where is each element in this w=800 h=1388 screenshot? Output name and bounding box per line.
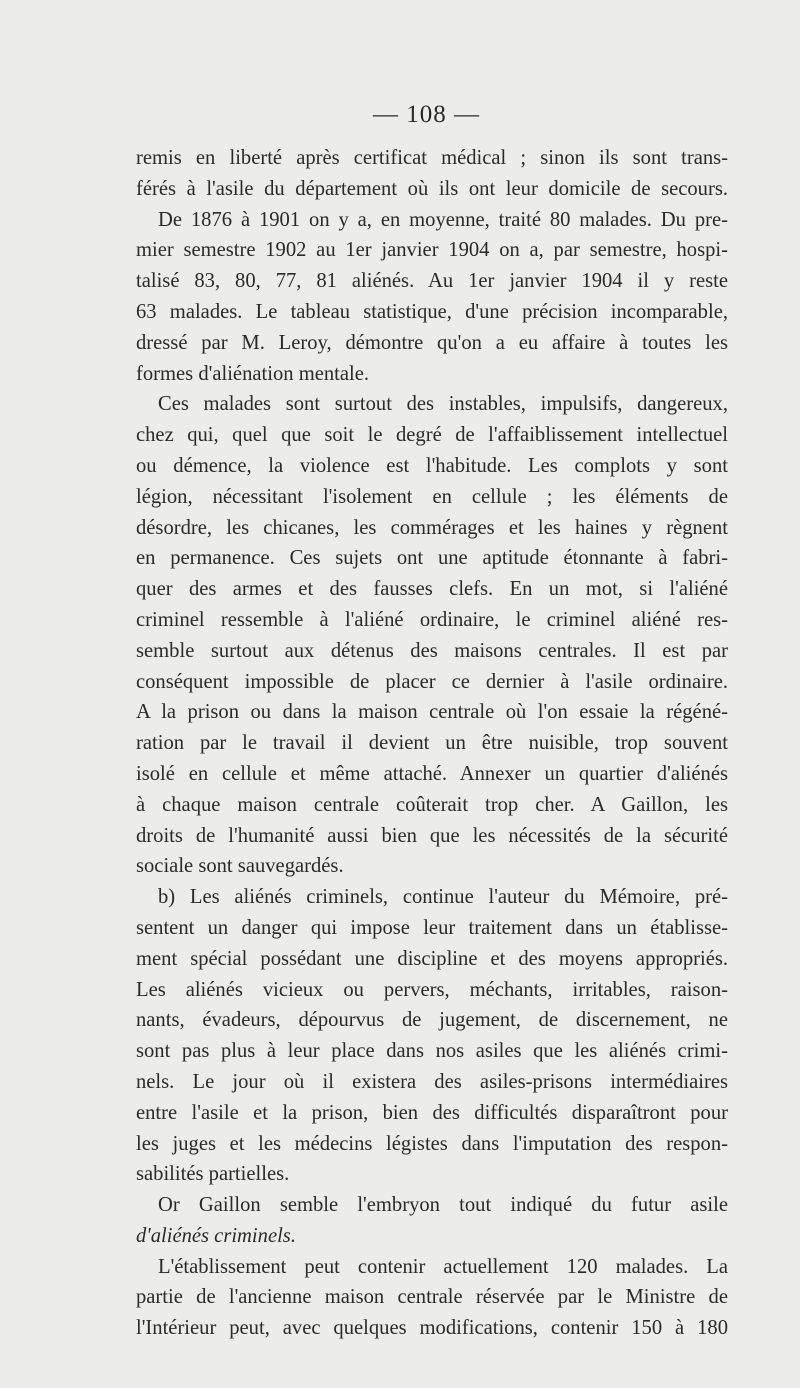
text-line: 63 malades. Le tableau statistique, d'une précision incomparable,: [136, 300, 728, 323]
text-line: A la prison ou dans la maison centrale où l'on essaie la régéné-: [136, 701, 728, 724]
text-line: férés à l'asile du département où ils ont leur domicile de secours.: [136, 177, 728, 200]
text-line: à chaque maison centrale coûterait trop cher. A Gaillon, les: [136, 793, 728, 816]
text-line: ment spécial possédant une discipline et des moyens appropriés.: [136, 947, 728, 970]
text-line: l'Intérieur peut, avec quelques modifications, contenir 150 à 180: [136, 1317, 728, 1340]
text-line: sabilités partielles.: [136, 1163, 290, 1186]
text-line: sentent un danger qui impose leur traitement dans un établisse-: [136, 916, 728, 939]
text-line: partie de l'ancienne maison centrale réservée par le Ministre de: [136, 1286, 728, 1309]
body-text: [136, 143, 728, 1344]
text-line: Ces malades sont surtout des instables, impulsifs, dangereux,: [158, 393, 728, 416]
text-line: nants, évadeurs, dépourvus de jugement, de discernement, ne: [136, 1009, 728, 1032]
text-line: Or Gaillon semble l'embryon tout indiqué du futur asile: [158, 1194, 728, 1217]
text-line: quer des armes et des fausses clefs. En un mot, si l'aliéné: [136, 578, 728, 601]
text-line: nels. Le jour où il existera des asiles-prisons intermédiaires: [136, 1070, 728, 1093]
text-line: en permanence. Ces sujets ont une aptitude étonnante à fabri-: [136, 547, 728, 570]
text-line: ration par le travail il devient un être nuisible, trop souvent: [136, 732, 728, 755]
text-line: d'aliénés criminels.: [136, 1224, 296, 1247]
text-line: ou démence, la violence est l'habitude. Les complots y sont: [136, 454, 728, 477]
text-line: les juges et les médecins légistes dans l'imputation des respon-: [136, 1132, 728, 1155]
text-line: Les aliénés vicieux ou pervers, méchants, irritables, raison-: [136, 978, 728, 1001]
page-number: — 108 —: [373, 101, 480, 128]
text-line: mier semestre 1902 au 1er janvier 1904 on a, par semestre, hospi-: [136, 239, 728, 262]
text-line: formes d'aliénation mentale.: [136, 362, 370, 385]
text-line: criminel ressemble à l'aliéné ordinaire, le criminel aliéné res-: [136, 608, 728, 631]
text-line: remis en liberté après certificat médical ; sinon ils sont trans-: [136, 147, 728, 169]
text-line: désordre, les chicanes, les commérages et les haines y règnent: [136, 516, 728, 539]
text-line: talisé 83, 80, 77, 81 aliénés. Au 1er janvier 1904 il y reste: [136, 270, 728, 293]
text-line: isolé en cellule et même attaché. Annexer un quartier d'aliénés: [136, 762, 728, 785]
text-line: sociale sont sauvegardés.: [136, 855, 344, 878]
text-line: sont pas plus à leur place dans nos asiles que les aliénés crimi-: [136, 1040, 728, 1063]
text-line: conséquent impossible de placer ce dernier à l'asile ordinaire.: [136, 670, 728, 693]
text-line: L'établissement peut contenir actuellement 120 malades. La: [158, 1255, 728, 1278]
text-line: b) Les aliénés criminels, continue l'auteur du Mémoire, pré-: [158, 886, 728, 909]
text-line: dressé par M. Leroy, démontre qu'on a eu affaire à toutes les: [136, 331, 728, 354]
text-line: De 1876 à 1901 on y a, en moyenne, traité 80 malades. Du pre-: [158, 208, 728, 231]
text-line: chez qui, quel que soit le degré de l'affaiblissement intellectuel: [136, 424, 728, 447]
text-line: droits de l'humanité aussi bien que les nécessités de la sécurité: [136, 824, 728, 847]
text-line: entre l'asile et la prison, bien des difficultés disparaîtront pour: [136, 1101, 728, 1124]
text-line: légion, nécessitant l'isolement en cellule ; les éléments de: [136, 485, 728, 508]
text-line: semble surtout aux détenus des maisons centrales. Il est par: [136, 639, 728, 662]
